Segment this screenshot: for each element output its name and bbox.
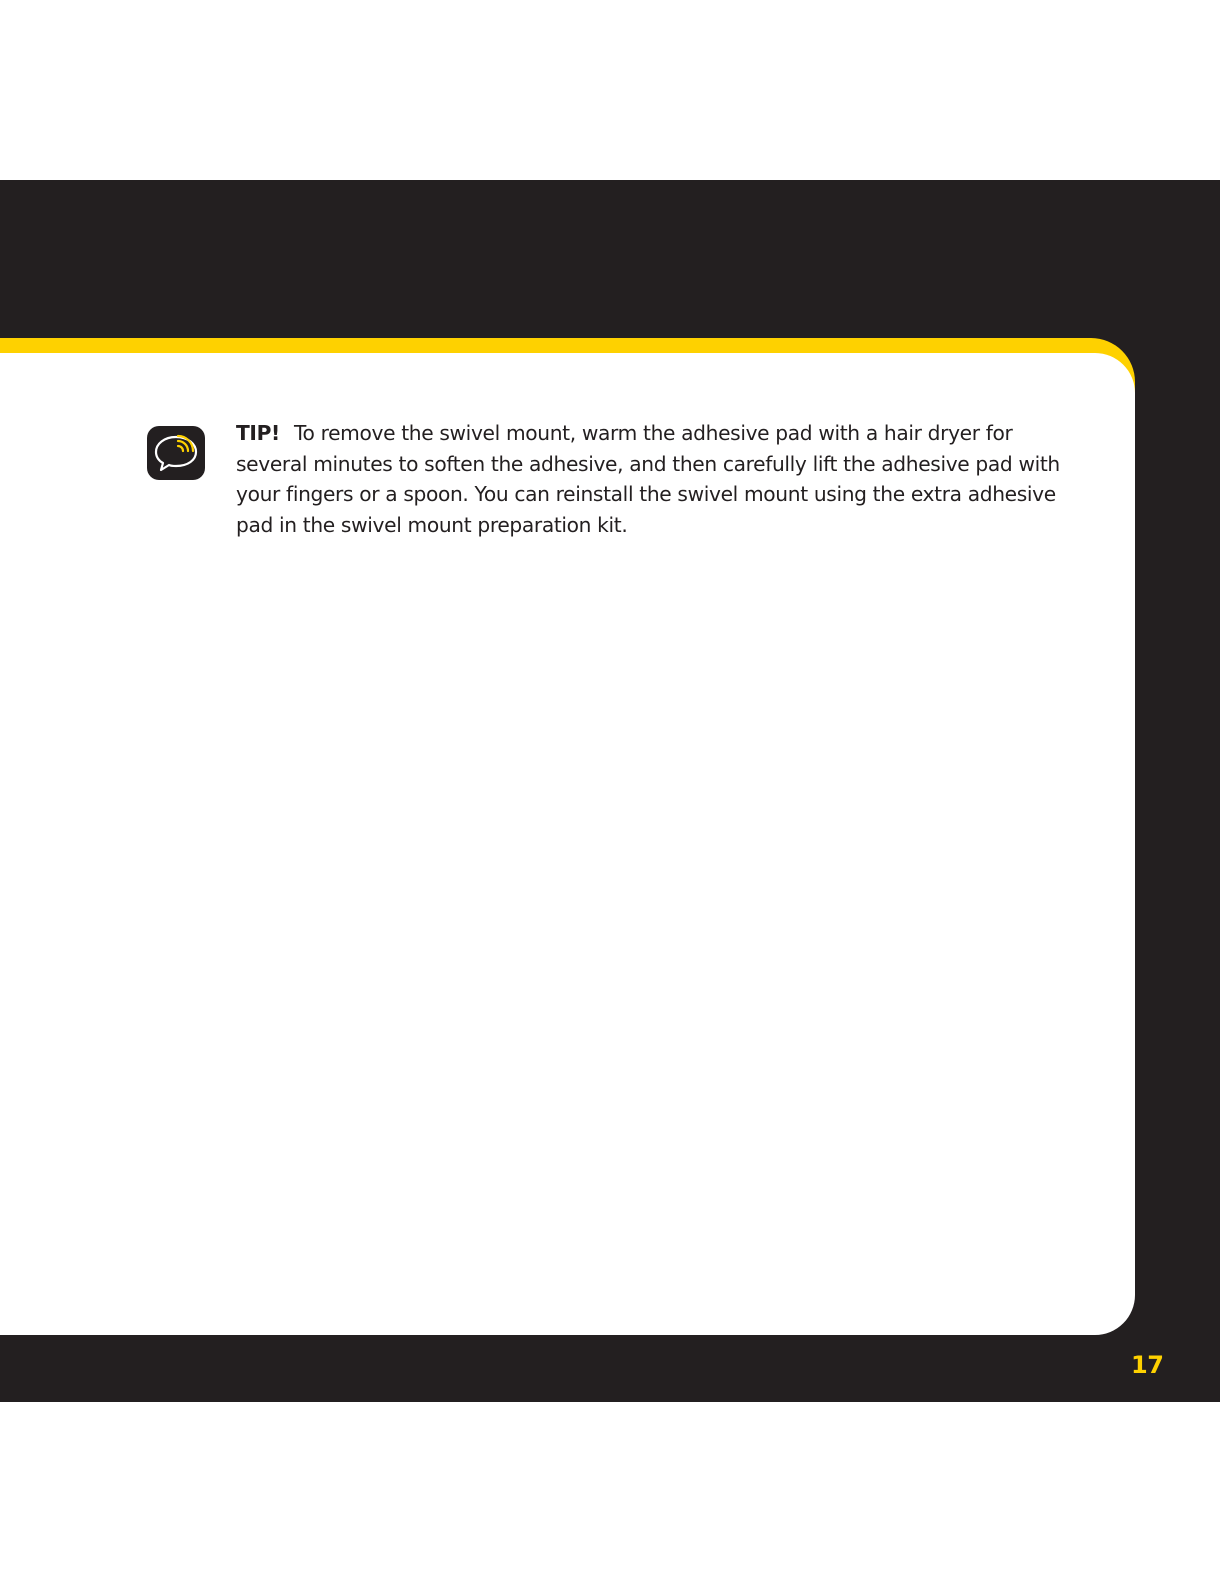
- speech-bubble-icon: [147, 426, 205, 480]
- tip-body: To remove the swivel mount, warm the adhesive pad with a hair dryer for several minutes to soften the adhesive, and then carefully lift the adhesive pad with your fingers or a spoon. You can reinstall the swivel mount using the extra adhesive pad in the swivel mount preparation kit.: [236, 421, 1060, 537]
- tip-label: TIP!: [236, 421, 280, 445]
- tip-paragraph: [236, 418, 1066, 540]
- page-number: 17: [1131, 1351, 1164, 1379]
